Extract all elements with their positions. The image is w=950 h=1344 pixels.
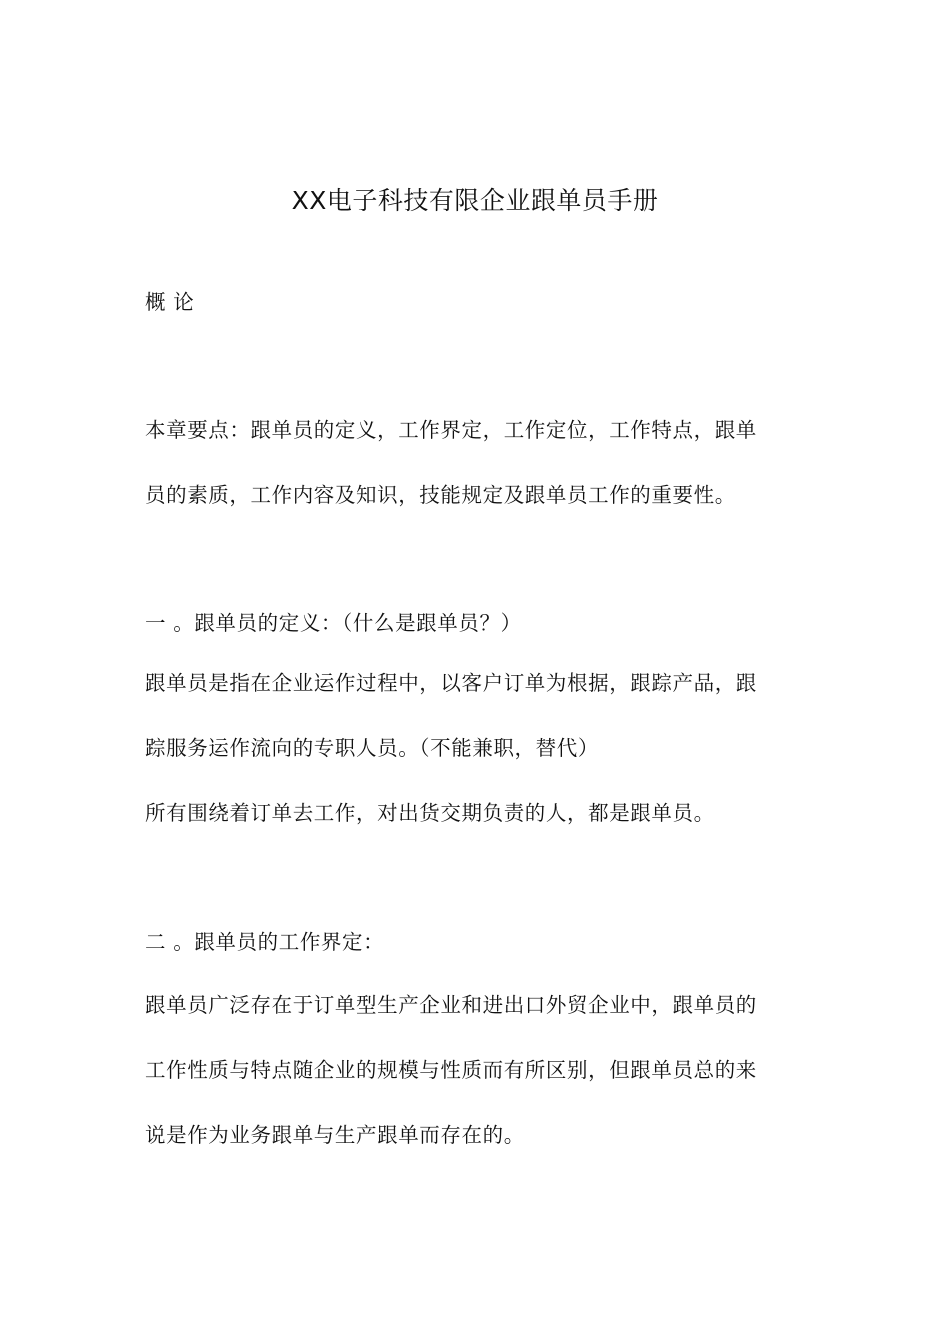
section1-paragraph [145, 651, 810, 846]
section1-line: 所有围绕着订单去工作，对出货交期负责的人，都是跟单员。 [145, 801, 715, 825]
section1-line: 踪服务运作流向的专职人员。（不能兼职，替代） [145, 736, 599, 760]
overview-heading: 概 论 [145, 290, 195, 314]
section2-line: 说是作为业务跟单与生产跟单而存在的。 [145, 1123, 525, 1147]
section1-line: 跟单员是指在企业运作过程中，以客户订单为根据，跟踪产品，跟 [145, 671, 757, 695]
key-points-line: 本章要点：跟单员的定义，工作界定，工作定位，工作特点，跟单 [145, 418, 757, 442]
key-points-paragraph [145, 398, 810, 528]
section2-line: 跟单员广泛存在于订单型生产企业和进出口外贸企业中，跟单员的 [145, 993, 757, 1017]
section1-heading: 一 。跟单员的定义：（什么是跟单员？） [145, 611, 522, 635]
section2-paragraph [145, 973, 810, 1168]
key-points-line: 员的素质，工作内容及知识，技能规定及跟单员工作的重要性。 [145, 483, 736, 507]
section2-heading: 二 。跟单员的工作界定： [145, 930, 385, 954]
section2-line: 工作性质与特点随企业的规模与性质而有所区别，但跟单员总的来 [145, 1058, 757, 1082]
document-title: XX电子科技有限企业跟单员手册 [291, 186, 659, 215]
